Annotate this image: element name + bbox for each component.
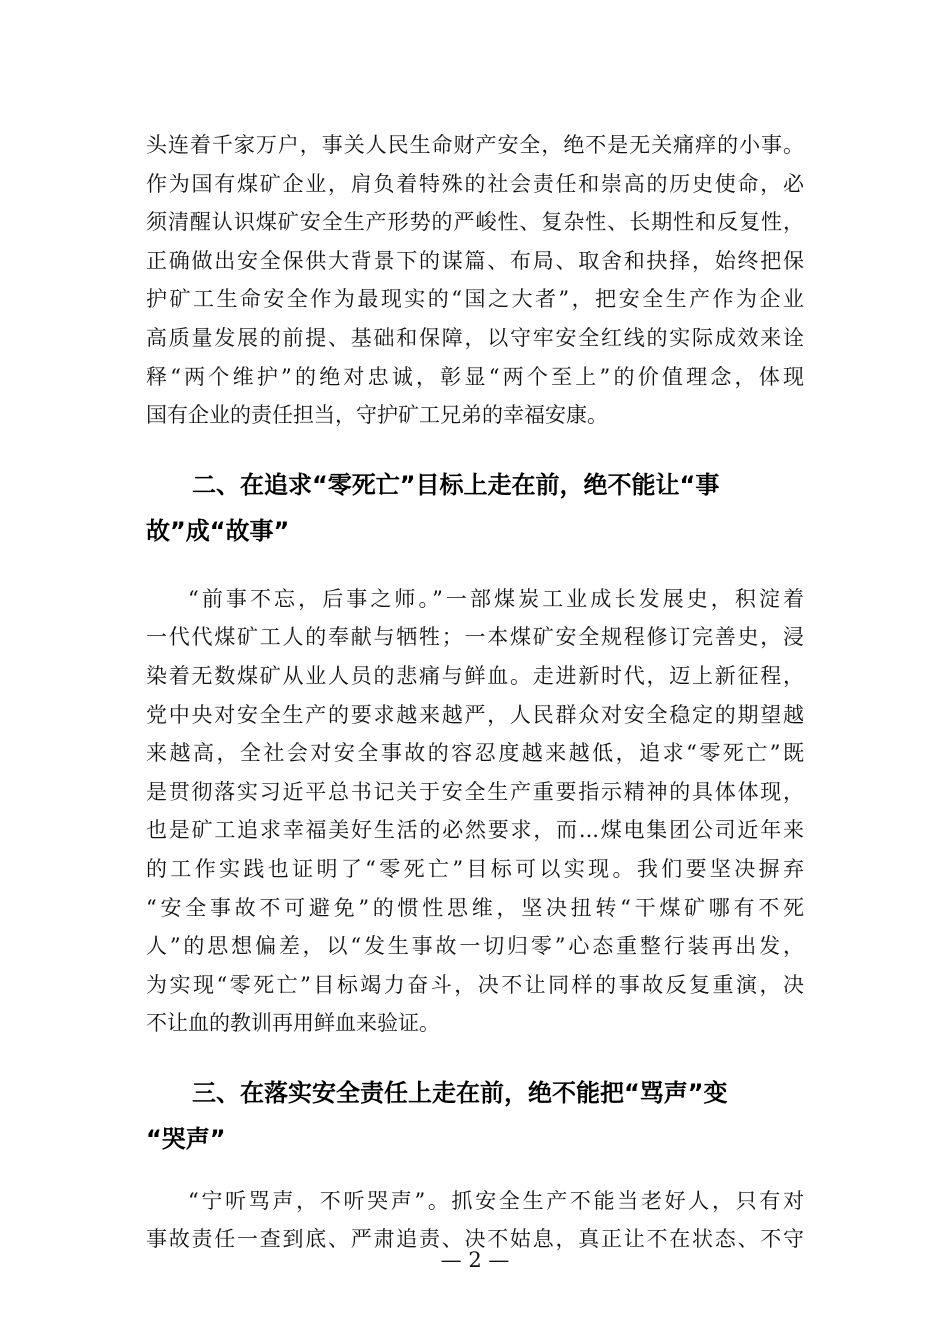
text-line: 染着无数煤矿从业人员的悲痛与鲜血。走进新时代，迈上新征程，: [146, 663, 804, 688]
text-line: “安全事故不可避免”的惯性思维，坚决扭转“干煤矿哪有不死: [146, 895, 804, 920]
heading-line: “哭声”: [146, 1124, 226, 1153]
text-line: 是贯彻落实习近平总书记关于安全生产重要指示精神的具体体现，: [146, 779, 804, 804]
text-line: 国有企业的责任担当，守护矿工兄弟的幸福安康。: [146, 403, 608, 428]
document-body: [146, 126, 804, 1259]
text-line: “宁听骂声，不听哭声”。抓安全生产不能当老好人，只有对: [188, 1188, 804, 1213]
text-line: 须清醒认识煤矿安全生产形势的严峻性、复杂性、长期性和反复性，: [146, 210, 804, 235]
text-line: 事故责任一查到底、严肃追责、决不姑息，真正让不在状态、不守: [146, 1227, 804, 1252]
text-line: 作为国有煤矿企业，肩负着特殊的社会责任和崇高的历史使命，必: [146, 171, 804, 196]
text-line: 来越高，全社会对安全事故的容忍度越来越低，追求“零死亡”既: [146, 741, 804, 766]
text-line: 高质量发展的前提、基础和保障，以守牢安全红线的实际成效来诠: [146, 325, 804, 350]
paragraph-1: [146, 126, 804, 435]
heading-line: 故”成“故事”: [146, 516, 290, 545]
text-line: 的工作实践也证明了“零死亡”目标可以实现。我们要坚决摒弃: [146, 856, 804, 881]
text-line: 释“两个维护”的绝对忠诚，彰显“两个至上”的价值理念，体现: [146, 364, 804, 389]
heading-line: 三、在落实安全责任上走在前，绝不能把“骂声”变: [192, 1078, 728, 1107]
text-line: 党中央对安全生产的要求越来越严，人民群众对安全稳定的期望越: [146, 702, 804, 727]
paragraph-2: [146, 580, 804, 1043]
text-line: 也是矿工追求幸福美好生活的必然要求，而...煤电集团公司近年来: [146, 818, 804, 843]
text-line: “前事不忘，后事之师。”一部煤炭工业成长发展史，积淀着: [188, 586, 804, 611]
text-line: 为实现“零死亡”目标竭力奋斗，决不让同样的事故反复重演，决: [146, 972, 804, 997]
text-line: 正确做出安全保供大背景下的谋篇、布局、取舍和抉择，始终把保: [146, 248, 804, 273]
section-heading-3: [146, 1070, 804, 1162]
heading-line: 二、在追求“零死亡”目标上走在前，绝不能让“事: [192, 470, 720, 499]
section-heading-2: [146, 462, 804, 554]
text-line: 一代代煤矿工人的奉献与牺牲；一本煤矿安全规程修订完善史，浸: [146, 625, 804, 650]
text-line: 护矿工生命安全作为最现实的“国之大者”，把安全生产作为企业: [146, 287, 804, 312]
page-number: — 2 —: [440, 1248, 510, 1272]
text-line: 人”的思想偏差，以“发生事故一切归零”心态重整行装再出发，: [146, 934, 804, 959]
text-line: 头连着千家万户，事关人民生命财产安全，绝不是无关痛痒的小事。: [146, 133, 804, 157]
text-line: 不让血的教训再用鲜血来验证。: [146, 1011, 440, 1036]
